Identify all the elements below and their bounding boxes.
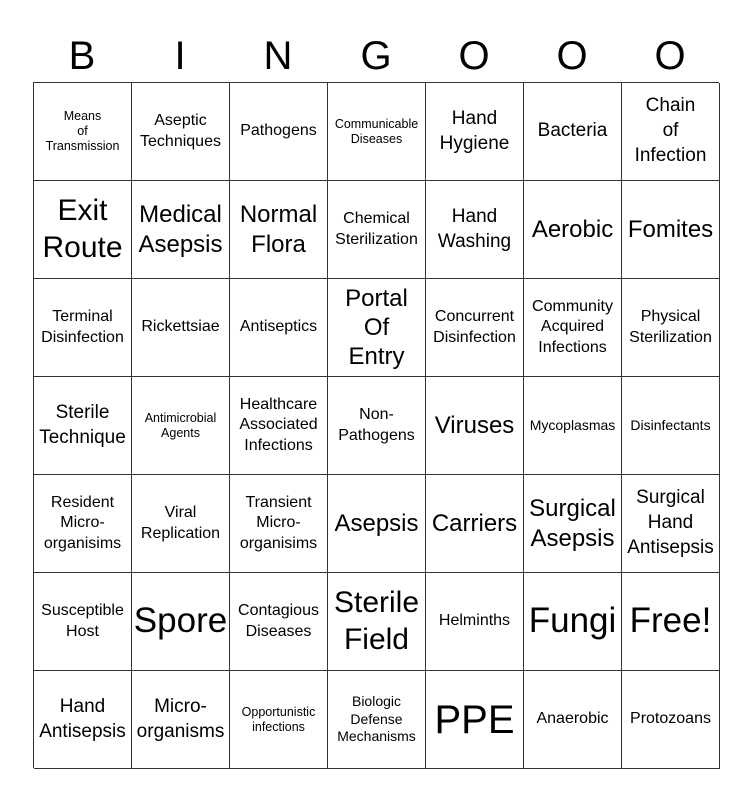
bingo-cell-label: Helminths	[438, 612, 511, 630]
bingo-cell-r6-c7[interactable]	[622, 573, 720, 671]
bingo-cell-r6-c4[interactable]	[328, 573, 426, 671]
bingo-cell-r2-c3[interactable]	[230, 181, 328, 279]
bingo-cell-label: Protozoans	[630, 710, 711, 728]
bingo-cell-label: Community Acquired Infections	[532, 297, 613, 356]
bingo-cell-r4-c3[interactable]	[230, 377, 328, 475]
bingo-cell-r4-c2[interactable]	[132, 377, 230, 475]
bingo-cell-r4-c4[interactable]	[328, 377, 426, 475]
header-letter-o-1: O	[458, 34, 490, 78]
bingo-cell-label: Viruses	[434, 411, 515, 439]
bingo-cell-r5-c5[interactable]	[426, 475, 524, 573]
bingo-cell-r1-c7[interactable]	[622, 83, 720, 181]
bingo-cell-label: Susceptible Host	[41, 602, 124, 640]
bingo-cell-r2-c2[interactable]	[132, 181, 230, 279]
header-letter-n: N	[263, 34, 293, 78]
bingo-cell-label: Asepsis	[334, 509, 419, 537]
bingo-cell-label: Spore	[133, 601, 228, 641]
bingo-cell-r5-c1[interactable]	[34, 475, 132, 573]
bingo-cell-label: Sterile Field	[333, 585, 420, 656]
bingo-cell-r2-c4[interactable]	[328, 181, 426, 279]
bingo-cell-label: Surgical Asepsis	[529, 495, 616, 552]
bingo-cell-r1-c5[interactable]	[426, 83, 524, 181]
bingo-cell-label: Normal Flora	[239, 201, 318, 258]
bingo-cell-label: Fungi	[528, 601, 617, 641]
bingo-cell-r6-c5[interactable]	[426, 573, 524, 671]
bingo-cell-label: Exit Route	[42, 193, 123, 264]
bingo-cell-r1-c6[interactable]	[524, 83, 622, 181]
bingo-cell-label: Resident Micro- organisims	[43, 493, 122, 552]
bingo-cell-r6-c6[interactable]	[524, 573, 622, 671]
bingo-cell-r5-c7[interactable]	[622, 475, 720, 573]
bingo-cell-label: Medical Asepsis	[138, 201, 223, 258]
bingo-cell-label: Antimicrobial Agents	[144, 410, 217, 440]
bingo-cell-r7-c3[interactable]	[230, 671, 328, 769]
bingo-cell-r1-c4[interactable]	[328, 83, 426, 181]
bingo-cell-label: Fomites	[627, 215, 714, 243]
bingo-cell-label: Transient Micro- organisims	[239, 493, 318, 552]
bingo-cell-label: Micro- organisms	[136, 695, 225, 742]
bingo-cell-r3-c2[interactable]	[132, 279, 230, 377]
bingo-cell-label: Non- Pathogens	[338, 406, 415, 444]
bingo-cell-r7-c2[interactable]	[132, 671, 230, 769]
bingo-cell-label: Bacteria	[537, 120, 608, 142]
bingo-cell-r5-c4[interactable]	[328, 475, 426, 573]
bingo-cell-label: Biologic Defense Mechanisms	[337, 693, 416, 745]
bingo-cell-r3-c3[interactable]	[230, 279, 328, 377]
bingo-cell-r7-c5[interactable]	[426, 671, 524, 769]
bingo-cell-label: Sterile Technique	[39, 401, 126, 448]
bingo-cell-label: Terminal Disinfection	[41, 308, 124, 346]
bingo-cell-label: Means of Transmission	[45, 109, 120, 153]
bingo-cell-r4-c7[interactable]	[622, 377, 720, 475]
bingo-cell-label: Mycoplasmas	[529, 416, 616, 433]
bingo-cell-label: Antiseptics	[239, 318, 318, 336]
bingo-cell-label: PPE	[434, 697, 515, 742]
bingo-cell-label: Surgical Hand Antisepsis	[627, 487, 714, 558]
header-letter-g: G	[360, 34, 392, 78]
bingo-cell-r7-c7[interactable]	[622, 671, 720, 769]
bingo-cell-r4-c6[interactable]	[524, 377, 622, 475]
bingo-cell-r5-c6[interactable]	[524, 475, 622, 573]
bingo-cell-label: Portal Of Entry	[345, 284, 408, 371]
bingo-cell-r2-c7[interactable]	[622, 181, 720, 279]
bingo-cell-label: Rickettsiae	[141, 318, 220, 336]
header-letter-i: I	[174, 34, 186, 78]
bingo-cell-label: Anaerobic	[536, 710, 609, 728]
bingo-cell-r7-c4[interactable]	[328, 671, 426, 769]
bingo-cell-label: Chemical Sterilization	[335, 210, 418, 248]
bingo-cell-r4-c5[interactable]	[426, 377, 524, 475]
bingo-cell-label: Healthcare Associated Infections	[239, 395, 318, 454]
bingo-cell-label: Carriers	[431, 509, 518, 537]
bingo-cell-label: Hand Hygiene	[439, 107, 510, 154]
bingo-cell-label: Viral Replication	[140, 504, 221, 542]
bingo-board	[33, 82, 719, 768]
bingo-cell-label: Concurrent Disinfection	[433, 308, 516, 346]
header-letter-o-3: O	[654, 34, 686, 78]
bingo-cell-label: Contagious Diseases	[238, 602, 319, 640]
bingo-cell-label: Pathogens	[240, 122, 317, 140]
bingo-cell-r4-c1[interactable]	[34, 377, 132, 475]
bingo-cell-r1-c3[interactable]	[230, 83, 328, 181]
header-letter-b: B	[68, 34, 96, 78]
bingo-cell-r3-c1[interactable]	[34, 279, 132, 377]
bingo-cell-label: Aseptic Techniques	[140, 112, 221, 150]
bingo-cell-r6-c2[interactable]	[132, 573, 230, 671]
bingo-cell-r7-c6[interactable]	[524, 671, 622, 769]
bingo-cell-r2-c1[interactable]	[34, 181, 132, 279]
bingo-cell-r2-c6[interactable]	[524, 181, 622, 279]
bingo-cell-label: Opportunistic infections	[241, 704, 316, 734]
bingo-cell-r3-c4[interactable]	[328, 279, 426, 377]
bingo-cell-r6-c1[interactable]	[34, 573, 132, 671]
bingo-cell-label: Disinfectants	[630, 416, 711, 433]
bingo-cell-r3-c5[interactable]	[426, 279, 524, 377]
bingo-cell-label: Hand Washing	[437, 205, 512, 252]
bingo-cell-r1-c2[interactable]	[132, 83, 230, 181]
bingo-cell-label: Chain of Infection	[634, 95, 707, 166]
bingo-cell-r5-c3[interactable]	[230, 475, 328, 573]
bingo-cell-r1-c1[interactable]	[34, 83, 132, 181]
bingo-cell-r3-c6[interactable]	[524, 279, 622, 377]
bingo-cell-label: Hand Antisepsis	[39, 695, 126, 742]
bingo-cell-label: Aerobic	[531, 215, 614, 243]
bingo-cell-r5-c2[interactable]	[132, 475, 230, 573]
bingo-cell-r6-c3[interactable]	[230, 573, 328, 671]
bingo-cell-label: Free!	[629, 601, 712, 641]
bingo-cell-r7-c1[interactable]	[34, 671, 132, 769]
header-letter-o-2: O	[556, 34, 588, 78]
bingo-cell-r2-c5[interactable]	[426, 181, 524, 279]
bingo-cell-label: Communicable Diseases	[334, 116, 419, 146]
bingo-header	[33, 32, 719, 80]
bingo-cell-r3-c7[interactable]	[622, 279, 720, 377]
bingo-cell-label: Physical Sterilization	[629, 308, 712, 346]
